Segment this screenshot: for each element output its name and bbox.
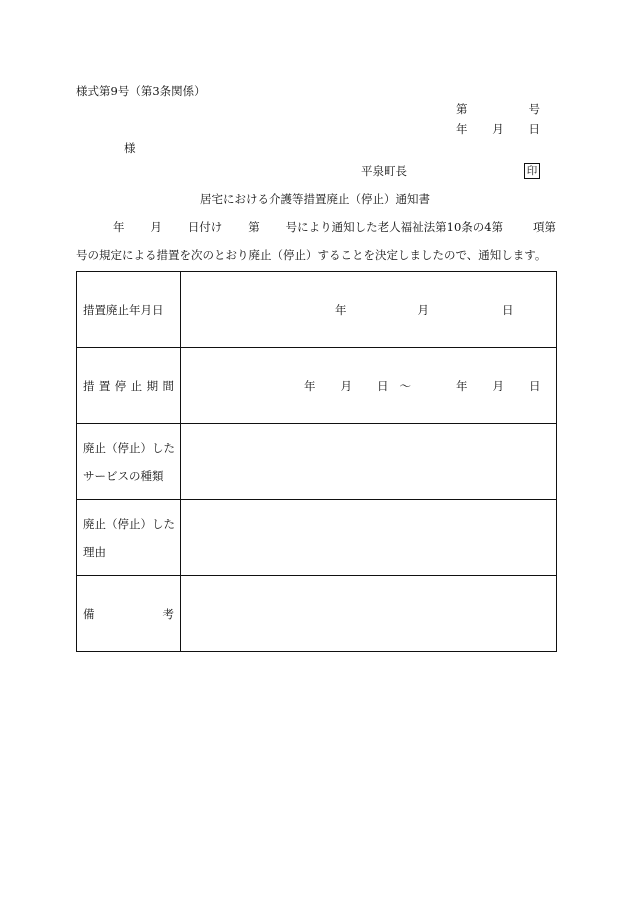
label-char: 停	[114, 378, 127, 393]
issue-month-label: 月	[492, 122, 504, 136]
issuer-name: 平泉町長	[361, 164, 407, 178]
remarks-char-1: 備	[83, 606, 95, 621]
service-type-value	[181, 424, 557, 500]
end-year: 年	[456, 378, 468, 393]
abolition-day: 日	[502, 302, 514, 317]
table-row	[77, 500, 557, 576]
period-tilde: ～	[399, 378, 411, 393]
body-dai: 第	[248, 220, 260, 234]
service-type-label	[77, 424, 181, 500]
start-month: 月	[340, 378, 352, 393]
abolition-year: 年	[335, 302, 347, 317]
service-type-label-line-2: サービスの種類	[83, 468, 164, 483]
label-char: 止	[130, 378, 143, 393]
notice-table	[76, 271, 557, 652]
form-number: 様式第9号（第3条関係）	[76, 84, 206, 98]
body-line-1	[76, 222, 556, 234]
body-month: 月	[150, 220, 162, 234]
table-row	[77, 576, 557, 652]
abolition-month: 月	[417, 302, 429, 317]
table-row	[77, 424, 557, 500]
body-year: 年	[113, 220, 125, 234]
body-date-suffix: 日付け	[187, 220, 223, 234]
number-go-label: 号	[528, 102, 540, 116]
label-char: 置	[98, 378, 111, 393]
abolition-date-label: 措置廃止年月日	[77, 272, 181, 348]
start-day: 日	[377, 378, 389, 393]
reason-label-line-2: 理由	[83, 544, 106, 559]
number-dai-label: 第	[456, 102, 468, 116]
document-number-line	[456, 104, 540, 116]
service-type-label-line-1: 廃止（停止）した	[83, 440, 175, 455]
remarks-char-2: 考	[162, 606, 174, 621]
issue-year-label: 年	[456, 122, 468, 136]
document-title: 居宅における介護等措置廃止（停止）通知書	[200, 192, 430, 206]
table-row	[77, 348, 557, 424]
seal-mark: 印	[524, 163, 540, 179]
reason-value	[181, 500, 557, 576]
start-year: 年	[304, 378, 316, 393]
label-char: 期	[146, 378, 159, 393]
issue-day-label: 日	[528, 122, 540, 136]
remarks-value	[181, 576, 557, 652]
body-line-2: 号の規定による措置を次のとおり廃止（停止）することを決定しましたので、通知します。	[76, 248, 547, 262]
body-clause: 項第	[532, 220, 556, 234]
abolition-date-value	[181, 272, 557, 348]
table-row	[77, 272, 557, 348]
reason-label	[77, 500, 181, 576]
label-char: 間	[162, 378, 174, 393]
remarks-label	[77, 576, 181, 652]
addressee-suffix: 様	[124, 141, 136, 155]
end-month: 月	[492, 378, 504, 393]
suspension-period-label	[77, 348, 181, 424]
label-char: 措	[83, 378, 95, 393]
issue-date-line	[456, 124, 540, 136]
reason-label-line-1: 廃止（停止）した	[83, 516, 175, 531]
body-law-reference: 号により通知した老人福祉法第10条の4第	[285, 220, 504, 234]
end-day: 日	[529, 378, 541, 393]
suspension-period-value	[181, 348, 557, 424]
